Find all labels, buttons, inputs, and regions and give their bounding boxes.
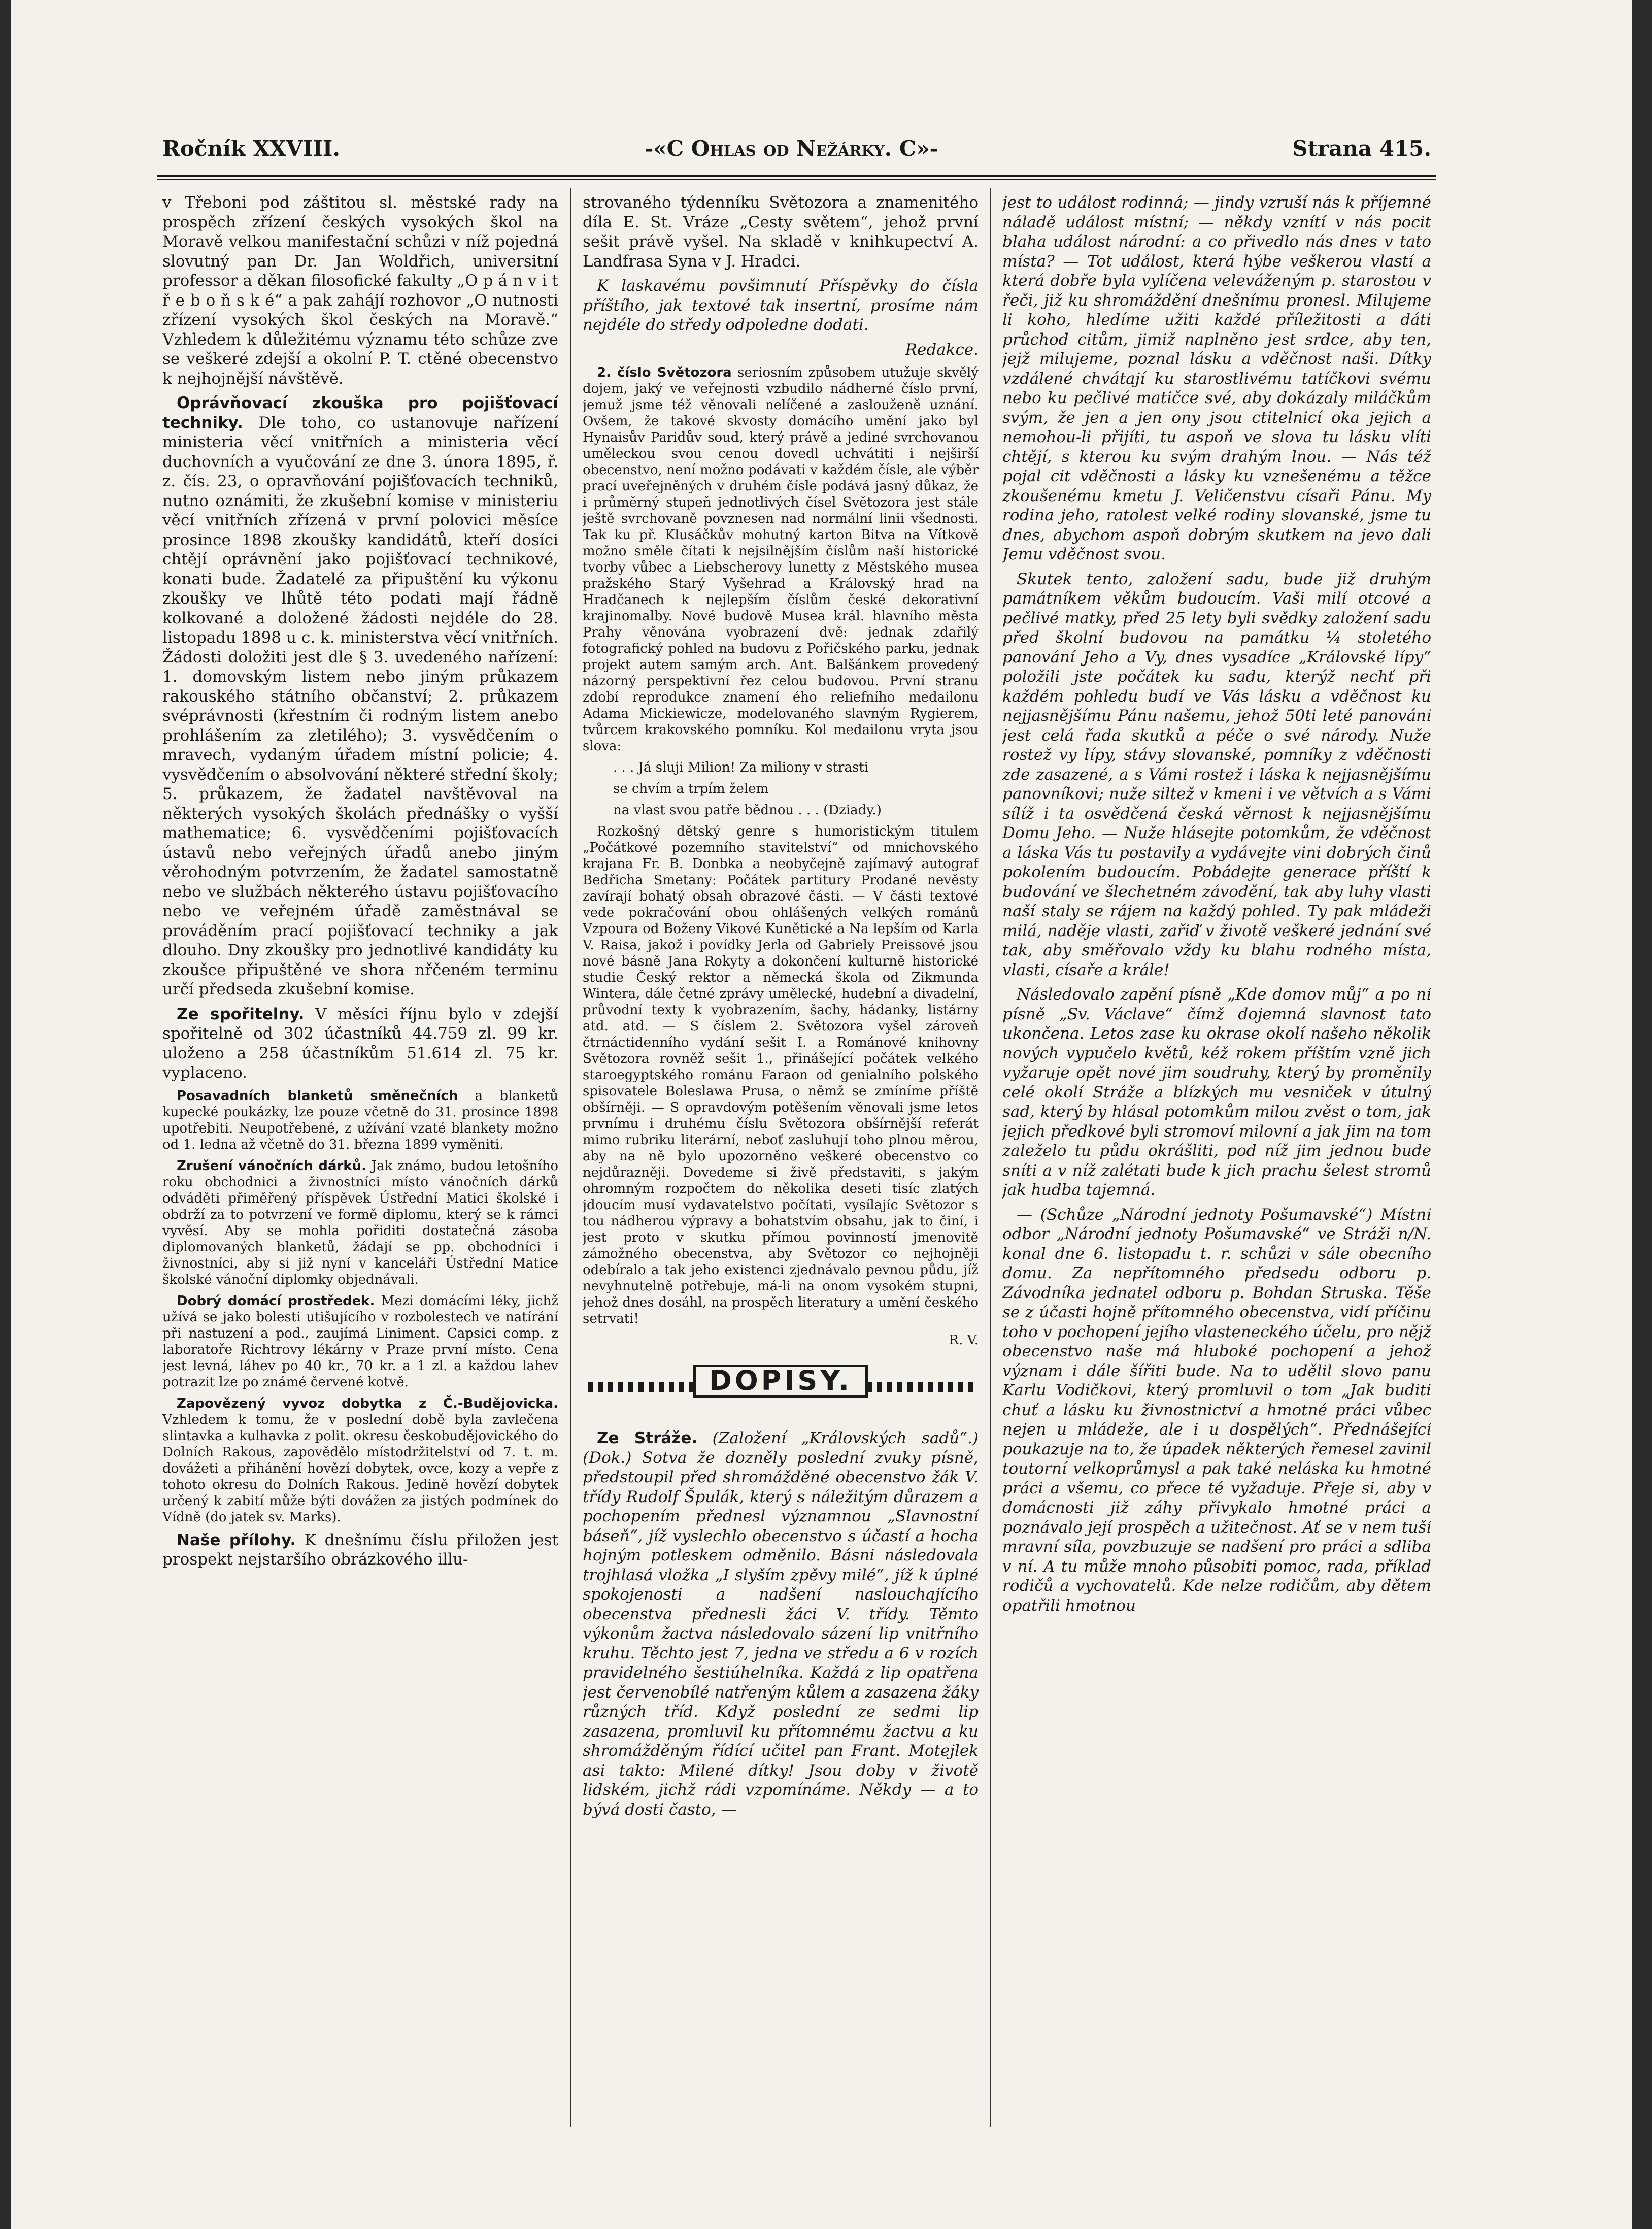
- article-svetozor: [583, 364, 979, 754]
- article-lead: Ze spořitelny.: [177, 1005, 305, 1023]
- article-insurance-exam: [162, 393, 558, 1000]
- editorial-notice: K laskavému povšimnutí Příspěvky do čísla příštího, jak textové tak insertní, prosíme nám nejdéle do středy odpoledne dodati.: [583, 277, 979, 334]
- article-body: seriosním způsobem utužuje skvělý dojem, jaký ve veřejnosti vzbudilo nádherné číslo první, jemuž jsme též věnovali nelíčené a zaslouženě uznání. Ovšem, že takové skvosty domácího umění jako byl Hynaisův Paridův soud, který právě a jediné svrchovanou uměleckou svou cenou dovedl uchvátiti i nejširší obecenstvo, není možno podávati v každém čísle, ale výběr prací uveřejněných v druhém čísle podává jasný důkaz, že i průměrný stupeň jednotlivých čísel Světozora jest stále ještě svrchovaně povznesen nad normální linii všednosti. Tak ku př. Klusáčkův mohutný karton Bitva na Vítkově možno směle čítati k nejsilnějším číslům naší historické tvorby vůbec a Liebscherovy lunetty z Městského musea pražského Starý Vyšehrad a Královský hrad na Hradčanech k nejlepším číslům české dekorativní krajinomalby. Nové budově Musea král. hlavního města Prahy věnována vyobrazení dvě: jednak zdařilý fotografický pohled na budovu z Pořičského parku, jednak projekt autem samým arch. Ant. Balšánkem provedený názorný perspektivní řez celou budovou. První stranu zdobí reprodukce znamení ého reliefního medailonu Adama Mickiewicze, modelovaného slavným Rygierem, tvůrcem krakovského pomníku. Kol medailonu vryta jsou slova:: [583, 365, 979, 754]
- article-body: (Založení „Královských sadů“.) (Dok.) Sotva že dozněly poslední zvuky písně, předstoupil před shromážděné obecenstvo žák V. třídy Rudolf Špulák, který s náležitým důrazem a pochopením přednesl významnou „Slavnostní báseň“, jíž vyslechlo obecenstvo s účastí a hocha hojným potleskem odměnilo. Básni následovala trojhlasá vložka „I slyším zpěvy milé“, jíž k úplné spokojenosti a nadšení naslouchajícího obecenstva přednesli žáci V. třídy. Těmto výkonům žactva následovalo sázení lip vnitřního kruhu. Těchto jest 7, jedna ve středu a 6 v rozích pravidelného šestiúhelníka. Každá z lip opatřena jest červenobílé natřeným kůlem a zasazena žáky různých tříd. Když poslední ze sedmi lip zasazena, promluvil ku přítomnému žactvu a ku shromážděným řídící učitel pan Frant. Motejlek asi takto: Milené dítky! Jsou doby v životě lidském, jichž rádi vzpomínáme. Někdy — a to bývá dosti často, —: [583, 1429, 979, 1819]
- article-signature: R. V.: [949, 1333, 979, 1348]
- article-straz-cont: Následovalo zapění písně „Kde domov můj“ a po ní písně „Sv. Václave“ čímž dojemná slavnost tato ukončena. Letos zase ku okrase okolí našeho několik nových vypučelo květů, kéž rokem příštím vzně jich vyžaruje opět nové jim soudruhy, který by proměnily celé okolí Stráže a blízkých mu vesniček v útulný sad, který by hlásal potomkům milou zvěst o tom, jak jejich předkové byli stromoví milovní a jak jim na tom zaleželo tu půdu okrášliti, pod níž jim jednou bude sníti a v níž zalétati bude k jich prachu šelest stromů jak hudba tajemná.: [1002, 985, 1431, 1199]
- article-lead: Zapovězený vyvoz dobytka z Č.-Budějovicka.: [177, 1395, 558, 1411]
- poem-line: . . . Já sluji Milion! Za miliony v strasti: [613, 760, 869, 775]
- article-body: Mezi domácími léky, jichž užívá se jako bolesti utišujícího v rozbolestech ve natírání při nastuzení a pod., zaujímá Liniment. Capsici comp. z laboratoře Richtrovy lékárny v Praze první místo. Cena jest levná, láhev po 40 kr., 70 kr. a 1 zl. a každou lahev potrazit lze po známé červené kotvě.: [162, 1293, 558, 1390]
- page-edge-left: [0, 0, 11, 2229]
- article-supplements: [162, 1531, 558, 1570]
- page-number: Strana 415.: [1292, 136, 1431, 161]
- column-1: [162, 193, 558, 2122]
- poem-line: se chvím a trpím želem: [613, 781, 769, 796]
- header-rule-bottom: [157, 179, 1436, 180]
- article-lead: Naše přílohy.: [177, 1531, 296, 1549]
- article-body: Dle toho, co ustanovuje nařízení ministeria věcí vnitřních a ministeria věcí duchovních a vyučování ze dne 3. února 1895, ř. z. čís. 23, o opravňování pojišťovacích techniků, nutno oznámiti, že zkušební komise v ministeriu věcí vnitřních zřízená v první polovici měsíce prosince 1898 zkoušky kandidátů, kteří dosíci chtějí oprávnění jako pojišťovací technikové, konati bude. Žadatelé za připuštění ku výkonu zkoušky ve lhůtě této podati mají řádně kolkované a doložené žádosti nejdéle do 28. listopadu 1898 u c. k. ministerstva věcí vnitřních. Žádosti doložiti jest dle § 3. uvedeného nařízení: 1. domovským listem nebo jiným průkazem rakouského státního občanství; 2. průkazem svéprávnosti (křestním či rodným listem anebo prohlášením za zletilého); 3. vysvědčením o mravech, vydaným úřadem místní policie; 4. vysvědčením o absolvování některé střední školy; 5. průkazem, že žadatel navštěvoval na některých vysokých školách přednášky o vyšší mathematice; 6. vysvědčeními pojišťovacích ústavů nebo veřejných úřadů anebo jiným věrohodným potvrzením, že žadatel samostatně nebo ve službách některého ústavu pojišťovacího nebo ve veřejném úřadě zaměstnával se prováděním prací pojišťovací techniky a jak dlouho. Dny zkoušky pro jednotlivé kandidáty ku zkoušce připuštěné ve shora nřčeném terminu určí předseda zkušební komise.: [162, 413, 558, 999]
- newspaper-title: -«C Ohlas od Nežárky. C»-: [645, 136, 938, 161]
- section-title: DOPISY.: [693, 1365, 868, 1398]
- article-lead: 2. číslo Světozora: [597, 365, 732, 380]
- article-lead: Zrušení vánočních dárků.: [177, 1158, 366, 1174]
- article-manifestation: v Třeboni pod záštitou sl. městské rady na prospěch zřízení českých vysokých škol na Moravě velkou manifestační schůzi v níž pojedná slovutný pan Dr. Jan Woldřich, universitní professor a děkan filosofické fakulty „O p á n v i t ř e b o ň s k é“ a pak zahájí rozhovor „O nutnosti zřízení vysokých škol českých na Moravě.“ Vzhledem k důležitému významu této schůze zve se veškeré zdejší a okolní P. T. ctěné obecenstvo k nejhojnější návštěvě.: [162, 193, 558, 388]
- article-body: V měsíci říjnu bylo v zdejší spořitelně od 302 účastníků 44.759 zl. 99 kr. uloženo a 258 účastníkům 51.614 zl. 75 kr. vyplaceno.: [162, 1005, 558, 1082]
- article-svetozor-cont: Rozkošný dětský genre s humoristickým titulem „Počátkové pozemního stavitelství“ od mnichovského krajana Fr. B. Donbka a neobyčejně zajímavý autograf Bedřicha Smetany: Počátek partitury Prodané nevěsty zavírají bohatý obsah obrazové části. — V části textové vede pokračování obou ohlášených velkých románů Vzpoura od Boženy Vikové Kunětické a Na lepším od Karla V. Raisa, jakož i povídky Jerla od Gabriely Preissové jsou nové básně Jana Rokyty a dokončení kulturně historické studie Český rektor a německá škola od Zikmunda Wintera, dále četné zprávy umělecké, hudební a divadelní, průvodní texty k vyobrazením, šachy, hádanky, listárny atd. atd. — S číslem 2. Světozora vyšel zároveň čtrnáctidenního vydání sešit I. a Románové knihovny Světozora rovněž sešit 1., přinášející počátek velkého staroegyptského románu Faraon od genialního polského spisovatele Boleslawa Prusa, o němž se zmíníme příště obšírněji. — S opravdovým potěšením věnovali jsme letos prvnímu i druhému číslu Světozora obšírnější referát mimo rubriku literární, neboť zasluhují toho plnou měrou, aby na ně bylo upozorněno veškeré obecenstvo co nejdůrazněji. Dovedeme si živě představiti, s jakým ohromným rozpočtem do několika deseti tisíc zlatých jdoucím musí vydavatelstvo počítati, vysílajíc Světozor s tou nádherou výpravy a bohatstvím obsahu, jak to činí, i jest proto v skutku přímou povinností jmenovitě zámožného obecenstva, aby Světozor co nejhojněji odebíralo a tak jeho existenci zjednávalo pevnou půdu, jíž nevyhnutelně potřebuje, má-li na onom vysokém stupni, jehož dnes dosáhl, na prospěch literatury a umění českého setrvati!: [583, 824, 979, 1326]
- article-bill-forms: [162, 1088, 558, 1153]
- page-header: [162, 136, 1431, 172]
- article-home-remedy: [162, 1293, 558, 1390]
- article-supplements-cont: strovaného týdenníku Světozora a znamenitého díla E. St. Vráze „Cesty světem“, jehož první sešit právě vyšel. Na skladě v knihkupectví A. Landfrasa Syna v J. Hradci.: [583, 193, 979, 271]
- column-divider-1: [570, 188, 571, 2127]
- volume-number: Ročník XXVIII.: [162, 136, 341, 161]
- article-savings-bank: [162, 1005, 558, 1083]
- article-lead: Dobrý domácí prostředek.: [177, 1293, 375, 1309]
- header-rule-top: [157, 175, 1436, 177]
- poem-line: na vlast svou patře bědnou . . . (Dziady.): [613, 803, 882, 818]
- article-straz: [583, 1428, 979, 1819]
- article-body: Jak známo, budou letošního roku obchodnici a živnostníci místo vánočních dárků odváděti přiměřený příspěvek Ústřední Matici školské i obdrží za to potvrzení ve formě diplomu, který se k rámci vyvěsí. Aby se mohla pořiditi dostatečná zásoba diplomovaných blanketů, žádají se pp. obchodníci i živnostníci, aby si již nyní v kanceláři Ústřední Matice školské vánoční diplomky objednávali.: [162, 1158, 558, 1287]
- article-lead: Oprávňovací zkouška pro pojišťovací techniky.: [162, 394, 558, 432]
- article-body: a blanketů kupecké poukázky, lze pouze včetně do 31. prosince 1898 upotřebiti. Neupotřebené, z užívání vzaté blankety možno od 1. ledna až včetně do 31. března 1899 vyměniti.: [162, 1088, 558, 1152]
- ornament-right: [857, 1382, 973, 1392]
- ornament-left: [588, 1382, 704, 1392]
- article-body: Vzhledem k tomu, že v poslední době byla zavlečena slintavka a kulhavka z polit. okresu českobudějovického do Dolních Rakous, zapovědělo místodržitelství od 7. t. m. dovážeti a přihánění hovězí dobytek, ovce, kozy a vepře z tohoto okresu do Dolních Rakous. Jedině hovězí dobytek určený k zabití může býti dovážen za jistých podmínek do Vídně (do jatek sv. Marks).: [162, 1412, 558, 1525]
- article-lead: Ze Stráže.: [597, 1429, 698, 1447]
- article-christmas-gifts: [162, 1158, 558, 1288]
- article-lead: Posavadních blanketů směnečních: [177, 1088, 458, 1104]
- section-heading-dopisy: [583, 1359, 979, 1415]
- article-straz-cont: Skutek tento, založení sadu, bude již druhým památníkem věkům budoucím. Vaši milí otcové a pečlivé matky, před 25 lety byli svědky založení sadu před školní budovou na památku ¼ stoletého panování Jeho a Vy, dnes vysadíce „Královské lípy“ položili jste počátek ku sadu, kterýž nechť při každém pohledu budí ve Vás lásku a vděčnost ku nejjasnějšímu Pánu našemu, jehož 50ti leté panování jest celá řada skutků a péče o své národy. Nuže rostež vy lípy, stávy slovanské, pomníky z vděčnosti zde zasazené, a s Vámi rostež i láska k nejjasnějšímu panovníkovi; nuže siltež v kmeni i ve větvích a s Vámi sílíž i ta osvědčená česká věrnost k nejjasnějšímu Domu Jeho. — Nuže hlásejte potomkům, že vděčnost a láska Vás tu postavily a vydávejte vini dobrých činů pokolením budoucím. Pobádejte generace příští k budování ve šlechetném závodění, tak aby luhy vlasti naší staly se rájem na každý pohled. Ty pak mládeži milá, naděje vlasti, zařiď v životě veškeré jednání své tak, aby směřovalo vždy ku blahu rodného místa, vlasti, císaře a krále!: [1002, 570, 1431, 979]
- column-3: [1002, 193, 1431, 2122]
- article-straz-cont: jest to událost rodinná; — jindy vzruší nás k příjemné náladě událost místní; — někdy vznítí v nás pocit blaha událost národní: a co přivedlo nás dnes v tato místa? — Tot událost, která hýbe veškerou vlastí a která dobře byla vylíčena veleváženým p. starostou v řeči, již ku shromáždění dnešnímu pronesl. Milujeme li koho, hledíme užiti každé příležitosti a dáti průchod citům, jimiž naplněno jest srdce, aby ten, jejž milujeme, poznal lásku a vděčnost naši. Dítky vzdálené chvátají ku starostlivému tatíčkovi svému nebo ku pečlivé matičce své, aby dokázaly miláčkům svým, že jen a jen ony jsou ctitelnicí oka jejich a nemohou-li přijíti, tu aspoň ve slova tu lásku vlíti chtějí, s kterou ku svým drahým lnou. — Nás též pojal cit vděčnosti a lásky ku vznešenému a těžce zkoušenému kmetu J. Veličenstvu císaři Pánu. My rodina jeho, ratolest velké rodiny slovanské, jsme tu dnes, abychom aspoň dobrým skutkem na jevo dali Jemu vděčnost svou.: [1002, 193, 1431, 563]
- editorial-signature: Redakce.: [905, 340, 979, 359]
- column-2: [583, 193, 979, 2122]
- page-edge-right: [1632, 0, 1652, 2229]
- article-body: K dnešnímu číslu přiložen jest prospekt nejstaršího obrázkového illu-: [162, 1531, 558, 1569]
- article-jednota-posumavska: — (Schůze „Národní jednoty Pošumavské“) Místní odbor „Národní jednoty Pošumavské“ ve Stráži n/N. konal dne 6. listopadu t. r. schůzi v sále obecního domu. Za nepřítomného předsedu odboru p. Závodníka jednatel odboru p. Bohdan Struska. Těše se z účasti hojně přítomného obecenstva, vidí příčinu toho v pochopení jejího vlasteneckého účelu, pro nějž obecenstvo naše má hluboké pochopení a jehož význam i dále šířiti bude. Na to udělil slovo panu Karlu Vodičkovi, který promluvil o tom „Jak buditi chuť a lásku ku živnostnictví a hmotné práci vůbec nejen u mládeže, ale i u dospělých“. Přednášející poukazuje na to, že úpadek některých řemesel zavinil toutorní velkoprůmysl a pak také neláska ku hmotné práci a všemu, co přece té vyžaduje. Přeje si, aby v domácnosti již záhy přivykalo hmotné práci a poznávalo její prospěch a užitečnost. Ať se v nem tuší mravní síla, povzbuzuje se nadšení pro práci a sdliba v ní. A tu může mnoho působiti pomoc, rada, příklad rodičů a vychovatelů. Kde nelze rodičům, aby dětem opatřili hmotnou: [1002, 1205, 1431, 1615]
- article-cattle-ban: [162, 1395, 558, 1525]
- column-divider-2: [990, 188, 991, 2127]
